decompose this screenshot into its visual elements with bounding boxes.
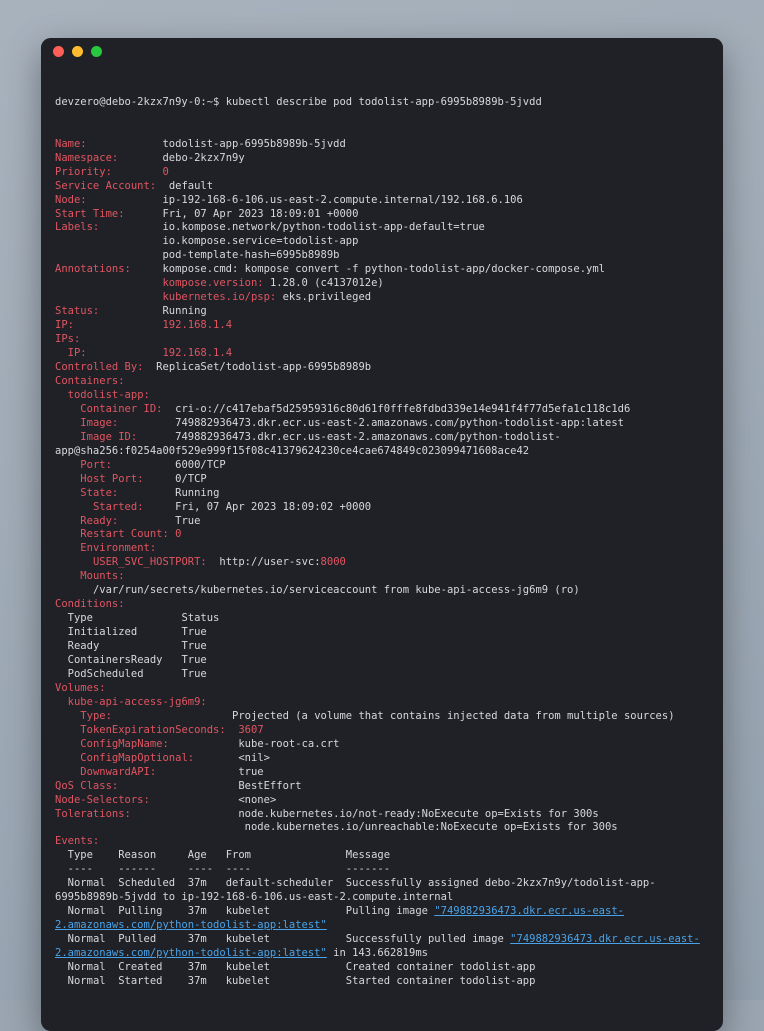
output-line-pad xyxy=(118,780,238,792)
output-line xyxy=(55,152,709,166)
output-line-value: BestEffort xyxy=(238,779,302,792)
command-line xyxy=(55,96,709,110)
output-line-key: Priority: xyxy=(55,165,112,178)
output-line xyxy=(55,738,709,752)
output-line xyxy=(55,291,709,305)
output-line xyxy=(55,598,709,612)
output-line xyxy=(55,780,709,794)
event-line xyxy=(55,947,709,961)
output-line-pad xyxy=(118,152,162,164)
maximize-button-icon[interactable] xyxy=(91,46,102,57)
output-line xyxy=(55,180,709,194)
output-line xyxy=(55,724,709,738)
event-line-text: Normal Pulling 37m kubelet Pulling image xyxy=(55,905,435,918)
output-line-pad xyxy=(118,487,175,499)
output-line xyxy=(55,208,709,222)
image-link[interactable]: "749882936473.dkr.ecr.us-east- xyxy=(434,905,624,918)
output-line-key: Image: xyxy=(55,416,119,429)
output-line xyxy=(55,389,709,403)
output-line-value: true xyxy=(238,765,264,778)
output-line-pad xyxy=(55,235,162,247)
output-line-key: Restart Count: xyxy=(55,528,169,541)
output-line-pad xyxy=(55,277,162,289)
output-line-key: Host Port: xyxy=(55,472,144,485)
output-line xyxy=(55,431,709,445)
output-line-value: 749882936473.dkr.ecr.us-east-2.amazonaws.com/python-todolist-app:latest xyxy=(175,416,624,429)
output-line-value: kompose.cmd: kompose convert -f python-todolist-app/docker-compose.yml xyxy=(162,263,605,276)
output-line-key: Node: xyxy=(55,193,87,206)
shell-prompt: devzero@debo-2kzx7n9y-0:~$ xyxy=(55,95,226,108)
output-line-value: node.kubernetes.io/unreachable:NoExecute op=Exists for 300s xyxy=(244,821,618,834)
event-line-text: Normal Created 37m kubelet Created container todolist-app xyxy=(55,961,536,973)
output-line xyxy=(55,794,709,808)
output-line-key: Containers: xyxy=(55,374,125,387)
output-line-text: ---- ------ ---- ---- ------- xyxy=(55,863,391,876)
event-line xyxy=(55,933,709,947)
output-line-text: Ready True xyxy=(55,640,207,653)
event-line xyxy=(55,905,709,919)
output-line-key: Container ID: xyxy=(55,402,163,415)
output-line-pad xyxy=(144,361,157,373)
event-line-text: Normal Pulled 37m kubelet Successfully pulled image xyxy=(55,933,511,946)
output-line xyxy=(55,877,709,891)
output-line-pad xyxy=(131,263,163,275)
window-titlebar[interactable] xyxy=(41,38,723,64)
output-line xyxy=(55,682,709,696)
output-line-pad xyxy=(162,403,175,415)
output-line-pad xyxy=(55,291,162,303)
output-line-port: 8000 xyxy=(320,556,346,569)
image-link[interactable]: 2.amazonaws.com/python-todolist-app:latest" xyxy=(55,919,327,932)
output-line-pad xyxy=(112,459,175,471)
output-line-key: USER_SVC_HOSTPORT: xyxy=(55,556,207,569)
output-line-key: Tolerations: xyxy=(55,807,131,820)
output-line-value: 192.168.1.4 xyxy=(162,319,233,332)
output-line-key: Ready: xyxy=(55,514,119,527)
output-line-pad xyxy=(226,724,239,736)
output-line-subkey: kubernetes.io/psp: xyxy=(162,291,277,304)
output-line-value: Running xyxy=(162,305,207,318)
output-line xyxy=(55,612,709,626)
output-line xyxy=(55,752,709,766)
output-line-key: TokenExpirationSeconds: xyxy=(55,723,226,736)
output-line xyxy=(55,584,709,598)
output-line xyxy=(55,542,709,556)
output-line-pad xyxy=(150,794,239,806)
output-line-value: node.kubernetes.io/not-ready:NoExecute op=Exists for 300s xyxy=(238,807,599,820)
output-line-value: 749882936473.dkr.ecr.us-east-2.amazonaws.com/python-todolist- xyxy=(175,430,561,443)
output-line-key: ConfigMapName: xyxy=(55,737,169,750)
output-line-pad xyxy=(55,249,162,261)
output-line xyxy=(55,403,709,417)
output-line-key: IP: xyxy=(55,347,87,360)
output-line-pad xyxy=(99,221,162,233)
output-line-key: Started: xyxy=(55,500,144,513)
output-line-value: Projected (a volume that contains injected data from multiple sources) xyxy=(232,709,675,722)
output-line-value: 0 xyxy=(162,165,169,178)
output-line xyxy=(55,654,709,668)
output-line-value: 3607 xyxy=(238,723,264,736)
output-line xyxy=(55,891,709,905)
output-line-key: State: xyxy=(55,486,119,499)
output-line-value: io.kompose.network/python-todolist-app-default=true xyxy=(162,221,485,234)
output-line-value: 192.168.1.4 xyxy=(162,347,233,360)
output-line xyxy=(55,863,709,877)
output-line-value: True xyxy=(175,514,201,527)
output-line-key: QoS Class: xyxy=(55,779,119,792)
minimize-button-icon[interactable] xyxy=(72,46,83,57)
output-line xyxy=(55,277,709,291)
output-line-value: todolist-app-6995b8989b-5jvdd xyxy=(162,137,346,150)
output-line xyxy=(55,305,709,319)
output-line-key: todolist-app: xyxy=(55,388,150,401)
output-line-key: IP: xyxy=(55,319,74,332)
output-line-pad xyxy=(144,501,176,513)
output-line-key: IPs: xyxy=(55,333,81,346)
event-line-text: Normal Started 37m kubelet Started container todolist-app xyxy=(55,974,536,987)
output-line-pad xyxy=(87,347,163,359)
output-line xyxy=(55,696,709,710)
output-line-key: Type: xyxy=(55,709,112,722)
output-line-key: Node-Selectors: xyxy=(55,793,150,806)
output-line-pad xyxy=(87,138,163,150)
output-line xyxy=(55,319,709,333)
output-line xyxy=(55,459,709,473)
output-line-key: Volumes: xyxy=(55,681,106,694)
output-line-key: Start Time: xyxy=(55,207,125,220)
output-line-pad xyxy=(74,319,163,331)
output-line-key: Annotations: xyxy=(55,263,131,276)
output-line-subvalue: eks.privileged xyxy=(276,291,372,304)
output-line xyxy=(55,710,709,724)
output-line-pad xyxy=(144,473,176,485)
event-line xyxy=(55,919,709,933)
output-line-value: Running xyxy=(175,486,220,499)
output-line-text: Initialized True xyxy=(55,626,207,639)
output-line xyxy=(55,766,709,780)
output-line-value: Fri, 07 Apr 2023 18:09:01 +0000 xyxy=(162,207,359,220)
close-button-icon[interactable] xyxy=(53,46,64,57)
output-line-pad xyxy=(131,808,238,820)
output-line xyxy=(55,640,709,654)
output-line-key: Controlled By: xyxy=(55,361,144,374)
output-line xyxy=(55,501,709,515)
output-line-pad xyxy=(112,710,232,722)
output-line xyxy=(55,821,709,835)
output-line xyxy=(55,138,709,152)
output-line xyxy=(55,361,709,375)
output-line-pad xyxy=(169,738,239,750)
output-line xyxy=(55,221,709,235)
output-line-pad xyxy=(99,305,162,317)
output-line-key: Image ID: xyxy=(55,430,138,443)
output-line xyxy=(55,626,709,640)
output-line xyxy=(55,445,709,459)
output-line-pad xyxy=(137,431,175,443)
output-line-value: http://user-svc: xyxy=(219,556,321,569)
output-line xyxy=(55,235,709,249)
output-line-key: Conditions: xyxy=(55,598,125,611)
output-line xyxy=(55,263,709,277)
output-line-value: default xyxy=(168,179,214,192)
shell-command: kubectl describe pod todolist-app-6995b8989b-5jvdd xyxy=(225,95,542,108)
output-line-value: cri-o://c417ebaf5d25959316c80d61f0fffe8fdbd339e14e941f4f77d5efa1c118c1d6 xyxy=(175,402,631,415)
output-line-key: Name: xyxy=(55,137,87,150)
output-line-key: Events: xyxy=(55,835,100,848)
output-line-value: Fri, 07 Apr 2023 18:09:02 +0000 xyxy=(175,500,372,513)
output-line xyxy=(55,556,709,570)
output-line xyxy=(55,347,709,361)
output-line xyxy=(55,849,709,863)
output-line-value: io.kompose.service=todolist-app xyxy=(162,235,359,248)
output-line-text: Type Status xyxy=(55,612,220,625)
output-line-key: ConfigMapOptional: xyxy=(55,751,195,764)
terminal-output[interactable] xyxy=(41,64,723,1031)
output-line-text: 6995b8989b-5jvdd to ip-192-168-6-106.us-east-2.compute.internal xyxy=(55,891,454,904)
output-line-pad xyxy=(156,180,169,192)
output-line-value: 0/TCP xyxy=(175,472,207,485)
output-line-key: Namespace: xyxy=(55,151,119,164)
output-line-pad xyxy=(118,417,175,429)
event-line xyxy=(55,975,709,989)
output-line-value: ReplicaSet/todolist-app-6995b8989b xyxy=(156,361,372,374)
output-line-text: Normal Scheduled 37m default-scheduler Successfully assigned debo-2kzx7n9y/todolist-app- xyxy=(55,877,656,890)
output-line xyxy=(55,417,709,431)
event-line-suffix: in 143.662819ms xyxy=(326,947,428,960)
output-line-key: Port: xyxy=(55,458,112,471)
output-line-value: pod-template-hash=6995b8989b xyxy=(162,249,340,262)
output-line-key: Service Account: xyxy=(55,179,157,192)
event-line xyxy=(55,961,709,975)
output-line-value: debo-2kzx7n9y xyxy=(162,151,245,164)
output-line xyxy=(55,570,709,584)
output-line-key: Labels: xyxy=(55,221,100,234)
output-line-value: <nil> xyxy=(238,751,270,764)
output-line xyxy=(55,835,709,849)
output-line-text: ContainersReady True xyxy=(55,654,207,667)
image-link[interactable]: "749882936473.dkr.ecr.us-east- xyxy=(510,933,700,946)
output-line-pad xyxy=(112,166,163,178)
output-line xyxy=(55,473,709,487)
output-line xyxy=(55,487,709,501)
output-line-value: 0 xyxy=(175,528,182,541)
output-line-key: DownwardAPI: xyxy=(55,765,157,778)
output-line xyxy=(55,515,709,529)
output-line xyxy=(55,333,709,347)
image-link[interactable]: 2.amazonaws.com/python-todolist-app:latest" xyxy=(55,947,327,960)
output-line-text: /var/run/secrets/kubernetes.io/serviceaccount from kube-api-access-jg6m9 (ro) xyxy=(55,584,580,597)
output-line-value: kube-root-ca.crt xyxy=(238,737,340,750)
output-line-value: 6000/TCP xyxy=(175,458,226,471)
output-line xyxy=(55,808,709,822)
output-line-pad xyxy=(156,766,238,778)
output-line xyxy=(55,528,709,542)
output-line-key: kube-api-access-jg6m9: xyxy=(55,695,207,708)
describe-output-body xyxy=(55,138,709,989)
output-line-text: app@sha256:f0254a00f529e999f15f08c41379624230ce4cae674849c023099471608ace42 xyxy=(55,444,530,457)
output-line xyxy=(55,249,709,263)
output-line-pad xyxy=(87,194,163,206)
output-line-pad xyxy=(194,752,238,764)
output-line-key: Status: xyxy=(55,305,100,318)
terminal-window xyxy=(41,38,723,1031)
output-line-pad xyxy=(207,556,220,568)
output-line xyxy=(55,166,709,180)
output-line-key: Mounts: xyxy=(55,570,125,583)
output-line-value: <none> xyxy=(238,793,277,806)
output-line-value: ip-192-168-6-106.us-east-2.compute.internal/192.168.6.106 xyxy=(162,193,523,206)
output-line xyxy=(55,668,709,682)
output-line-text: PodScheduled True xyxy=(55,667,207,680)
output-line-pad xyxy=(125,208,163,220)
output-line-subkey: kompose.version: xyxy=(162,277,264,290)
output-line-key: Environment: xyxy=(55,542,157,555)
output-line-text: Type Reason Age From Message xyxy=(55,849,391,862)
output-line-subvalue: 1.28.0 (c4137012e) xyxy=(263,277,384,290)
output-line-pad xyxy=(118,515,175,527)
output-line xyxy=(55,194,709,208)
output-line xyxy=(55,375,709,389)
output-line-pad xyxy=(55,821,245,833)
